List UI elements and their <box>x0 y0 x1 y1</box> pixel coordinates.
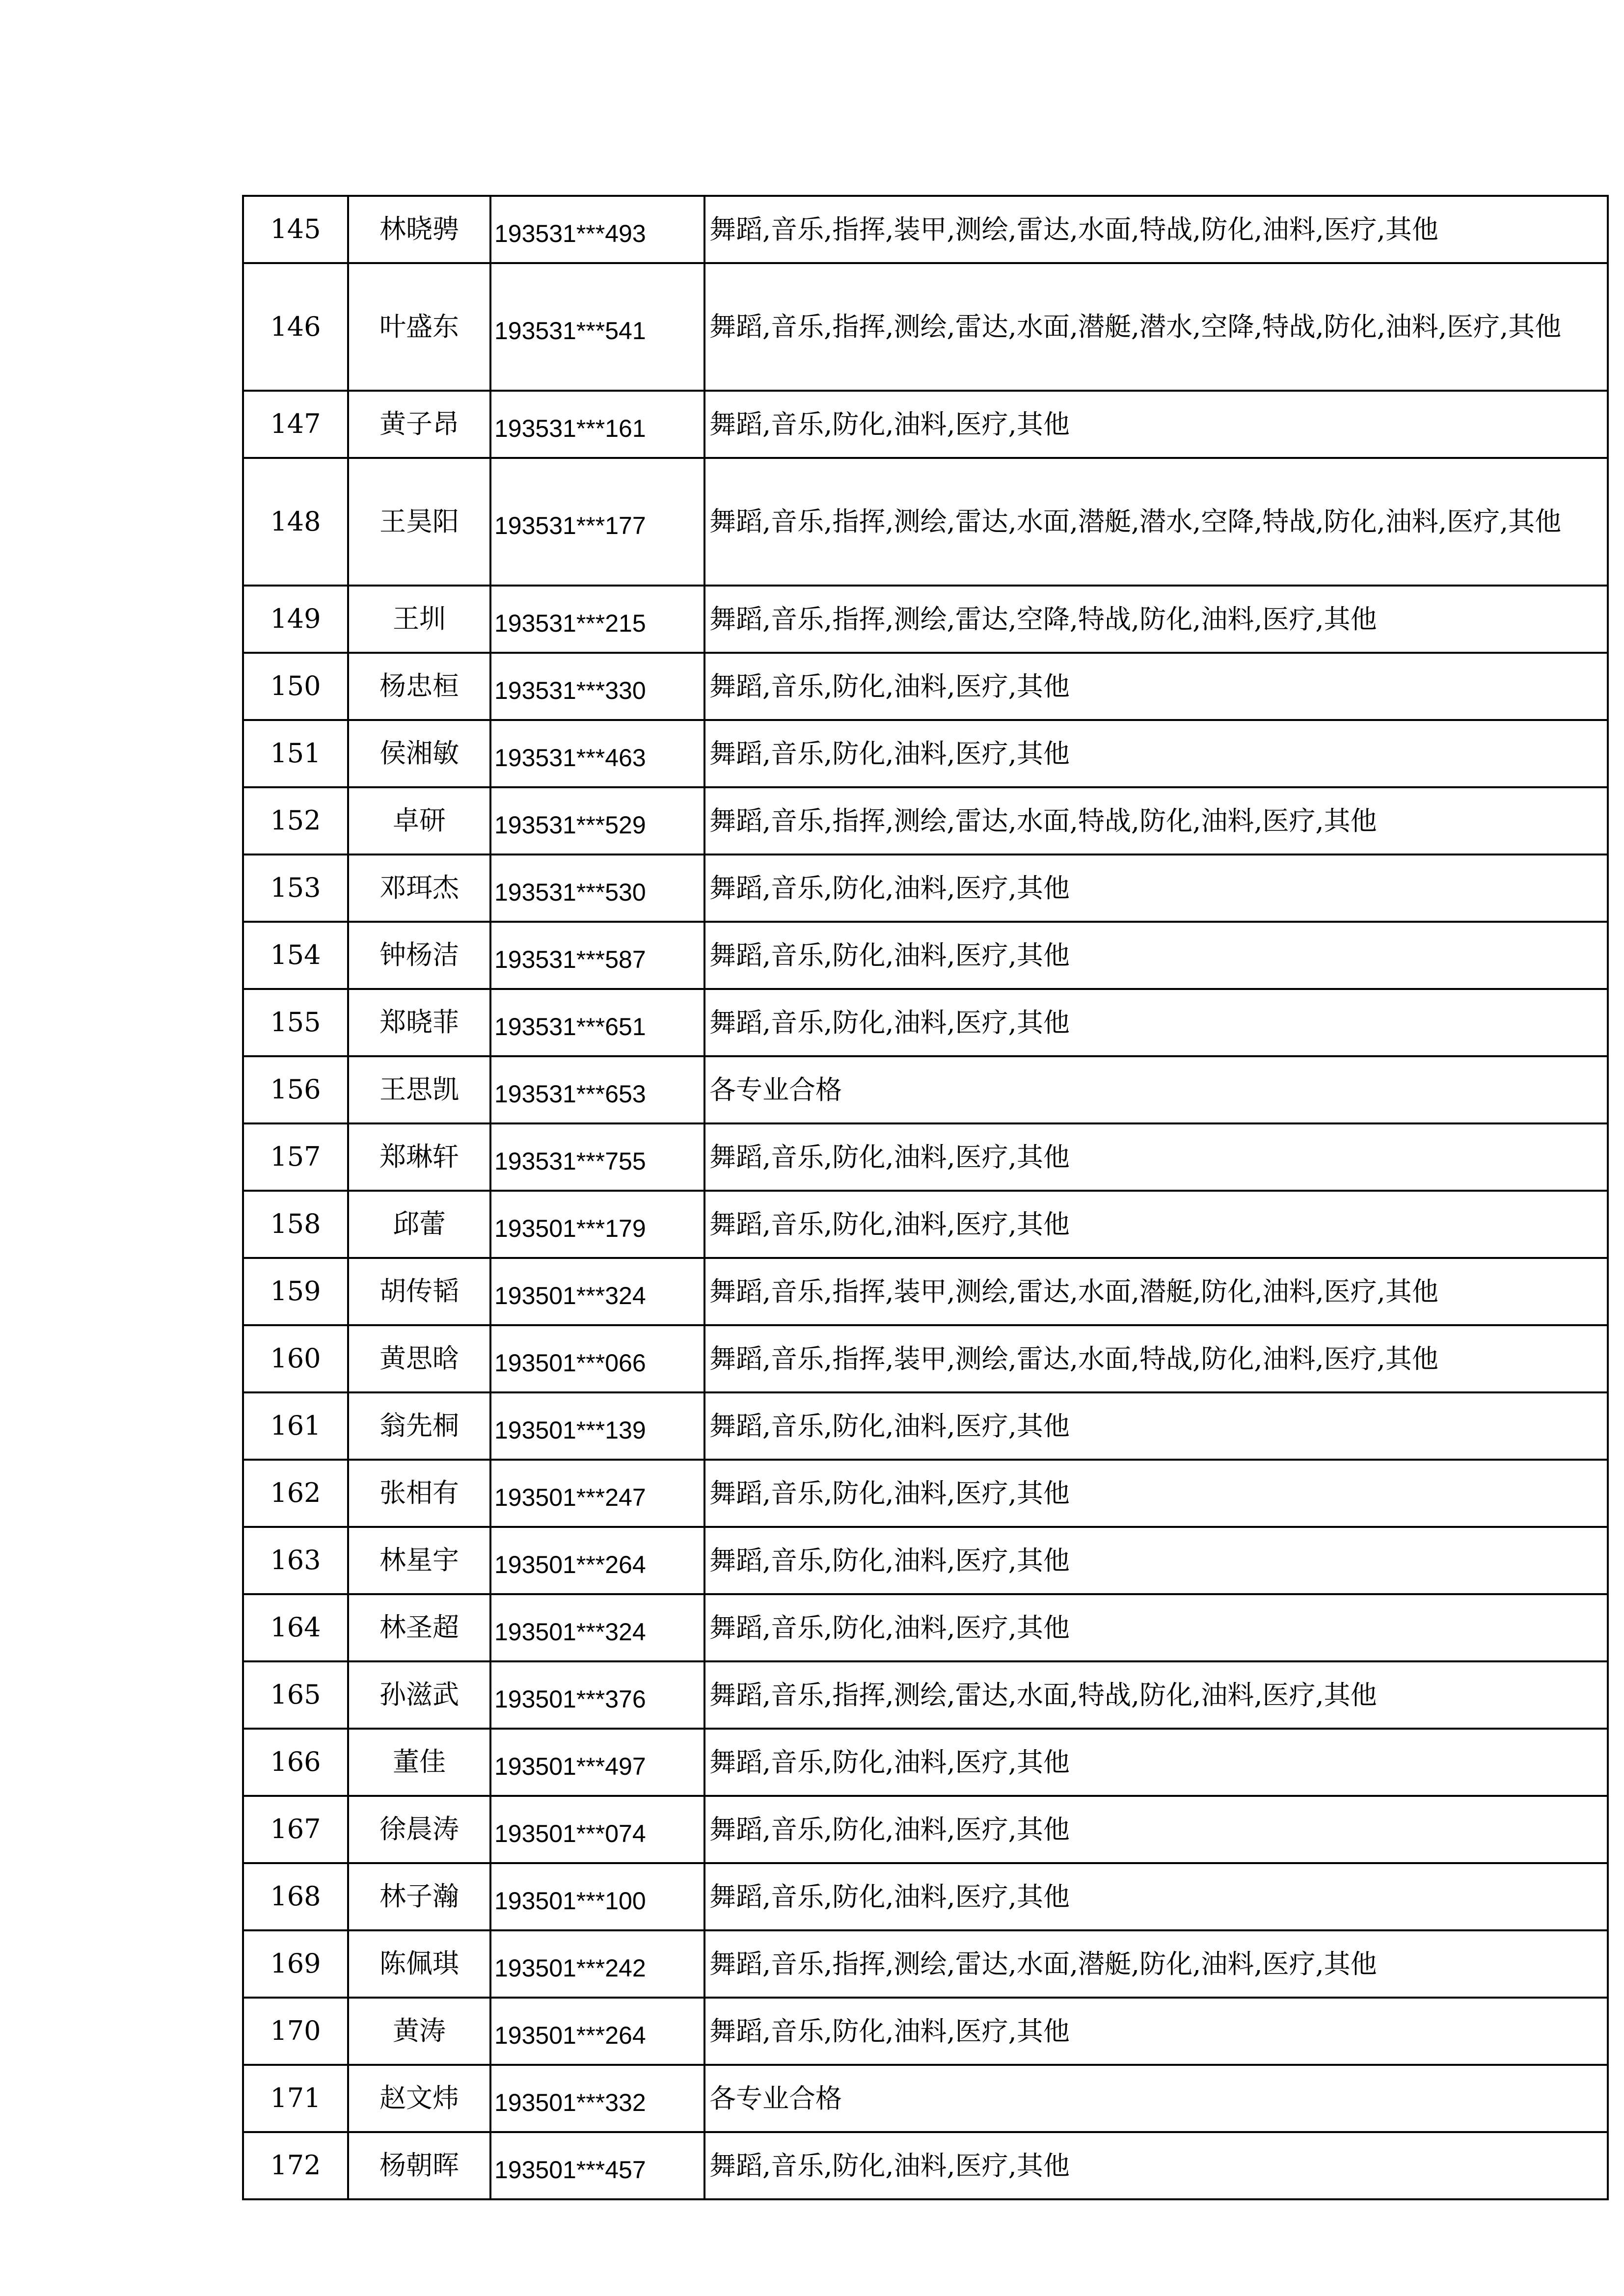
table-row <box>243 1460 1608 1527</box>
id-number: 193531***493 <box>490 196 704 263</box>
qualified-specialties: 舞蹈,音乐,防化,油料,医疗,其他 <box>704 1392 1608 1460</box>
id-number: 193531***651 <box>490 989 704 1056</box>
id-number: 193501***074 <box>490 1796 704 1863</box>
table-row <box>243 263 1608 391</box>
table-row <box>243 653 1608 720</box>
row-number: 146 <box>243 263 348 391</box>
qualified-specialties: 舞蹈,音乐,指挥,测绘,雷达,水面,特战,防化,油料,医疗,其他 <box>704 787 1608 854</box>
table-row <box>243 1594 1608 1661</box>
person-name: 卓研 <box>348 787 490 854</box>
person-name: 徐晨涛 <box>348 1796 490 1863</box>
row-number: 172 <box>243 2132 348 2199</box>
row-number: 170 <box>243 1998 348 2065</box>
person-name: 邱蕾 <box>348 1191 490 1258</box>
id-number: 193501***179 <box>490 1191 704 1258</box>
table-row <box>243 391 1608 458</box>
row-number: 160 <box>243 1325 348 1392</box>
qualified-specialties: 各专业合格 <box>704 2065 1608 2132</box>
id-number: 193501***497 <box>490 1729 704 1796</box>
row-number: 169 <box>243 1930 348 1998</box>
person-name: 林星宇 <box>348 1527 490 1594</box>
table-row <box>243 1661 1608 1729</box>
table-row <box>243 787 1608 854</box>
qualified-specialties: 舞蹈,音乐,指挥,测绘,雷达,空降,特战,防化,油料,医疗,其他 <box>704 586 1608 653</box>
qualified-specialties: 舞蹈,音乐,防化,油料,医疗,其他 <box>704 854 1608 922</box>
person-name: 张相有 <box>348 1460 490 1527</box>
person-name: 陈佩琪 <box>348 1930 490 1998</box>
row-number: 164 <box>243 1594 348 1661</box>
qualified-specialties: 舞蹈,音乐,防化,油料,医疗,其他 <box>704 1796 1608 1863</box>
row-number: 161 <box>243 1392 348 1460</box>
qualified-specialties: 舞蹈,音乐,防化,油料,医疗,其他 <box>704 1729 1608 1796</box>
id-number: 193531***215 <box>490 586 704 653</box>
row-number: 156 <box>243 1056 348 1123</box>
row-number: 154 <box>243 922 348 989</box>
table-row <box>243 1325 1608 1392</box>
id-number: 193501***457 <box>490 2132 704 2199</box>
row-number: 165 <box>243 1661 348 1729</box>
id-number: 193531***755 <box>490 1123 704 1191</box>
qualified-specialties: 舞蹈,音乐,防化,油料,医疗,其他 <box>704 391 1608 458</box>
row-number: 155 <box>243 989 348 1056</box>
qualified-specialties: 舞蹈,音乐,指挥,测绘,雷达,水面,潜艇,潜水,空降,特战,防化,油料,医疗,其他 <box>704 263 1608 391</box>
row-number: 168 <box>243 1863 348 1930</box>
row-number: 149 <box>243 586 348 653</box>
qualified-specialties: 舞蹈,音乐,防化,油料,医疗,其他 <box>704 2132 1608 2199</box>
qualified-specialties: 舞蹈,音乐,防化,油料,医疗,其他 <box>704 989 1608 1056</box>
id-number: 193501***324 <box>490 1594 704 1661</box>
row-number: 162 <box>243 1460 348 1527</box>
person-name: 林子瀚 <box>348 1863 490 1930</box>
id-number: 193531***177 <box>490 458 704 586</box>
table-row <box>243 1863 1608 1930</box>
results-table <box>242 195 1609 2200</box>
id-number: 193501***376 <box>490 1661 704 1729</box>
table-row <box>243 1930 1608 1998</box>
row-number: 148 <box>243 458 348 586</box>
person-name: 林圣超 <box>348 1594 490 1661</box>
table-row <box>243 854 1608 922</box>
table-row <box>243 1056 1608 1123</box>
qualified-specialties: 舞蹈,音乐,防化,油料,医疗,其他 <box>704 1998 1608 2065</box>
person-name: 赵文炜 <box>348 2065 490 2132</box>
table-row <box>243 1729 1608 1796</box>
row-number: 152 <box>243 787 348 854</box>
person-name: 董佳 <box>348 1729 490 1796</box>
id-number: 193501***264 <box>490 1998 704 2065</box>
row-number: 145 <box>243 196 348 263</box>
person-name: 胡传韬 <box>348 1258 490 1325</box>
qualified-specialties: 舞蹈,音乐,防化,油料,医疗,其他 <box>704 1527 1608 1594</box>
qualified-specialties: 舞蹈,音乐,防化,油料,医疗,其他 <box>704 1594 1608 1661</box>
person-name: 郑琳轩 <box>348 1123 490 1191</box>
table-row <box>243 586 1608 653</box>
table-row <box>243 922 1608 989</box>
person-name: 王圳 <box>348 586 490 653</box>
id-number: 193531***529 <box>490 787 704 854</box>
row-number: 166 <box>243 1729 348 1796</box>
person-name: 杨忠桓 <box>348 653 490 720</box>
id-number: 193501***066 <box>490 1325 704 1392</box>
qualified-specialties: 舞蹈,音乐,指挥,测绘,雷达,水面,潜艇,防化,油料,医疗,其他 <box>704 1930 1608 1998</box>
row-number: 150 <box>243 653 348 720</box>
id-number: 193531***330 <box>490 653 704 720</box>
id-number: 193501***139 <box>490 1392 704 1460</box>
id-number: 193501***242 <box>490 1930 704 1998</box>
qualified-specialties: 舞蹈,音乐,防化,油料,医疗,其他 <box>704 1863 1608 1930</box>
qualified-specialties: 舞蹈,音乐,指挥,装甲,测绘,雷达,水面,特战,防化,油料,医疗,其他 <box>704 1325 1608 1392</box>
qualified-specialties: 舞蹈,音乐,防化,油料,医疗,其他 <box>704 1123 1608 1191</box>
table-row <box>243 196 1608 263</box>
person-name: 王昊阳 <box>348 458 490 586</box>
id-number: 193501***332 <box>490 2065 704 2132</box>
id-number: 193501***324 <box>490 1258 704 1325</box>
id-number: 193531***653 <box>490 1056 704 1123</box>
person-name: 林晓骋 <box>348 196 490 263</box>
id-number: 193501***247 <box>490 1460 704 1527</box>
id-number: 193501***264 <box>490 1527 704 1594</box>
id-number: 193501***100 <box>490 1863 704 1930</box>
qualified-specialties: 舞蹈,音乐,指挥,装甲,测绘,雷达,水面,潜艇,防化,油料,医疗,其他 <box>704 1258 1608 1325</box>
table-row <box>243 1796 1608 1863</box>
row-number: 153 <box>243 854 348 922</box>
row-number: 171 <box>243 2065 348 2132</box>
person-name: 黄涛 <box>348 1998 490 2065</box>
row-number: 158 <box>243 1191 348 1258</box>
id-number: 193531***161 <box>490 391 704 458</box>
qualified-specialties: 舞蹈,音乐,防化,油料,医疗,其他 <box>704 720 1608 787</box>
table-row <box>243 1191 1608 1258</box>
person-name: 郑晓菲 <box>348 989 490 1056</box>
qualified-specialties: 各专业合格 <box>704 1056 1608 1123</box>
person-name: 黄子昂 <box>348 391 490 458</box>
person-name: 王思凯 <box>348 1056 490 1123</box>
row-number: 157 <box>243 1123 348 1191</box>
table-row <box>243 458 1608 586</box>
person-name: 杨朝晖 <box>348 2132 490 2199</box>
table-row <box>243 2065 1608 2132</box>
qualified-specialties: 舞蹈,音乐,防化,油料,医疗,其他 <box>704 922 1608 989</box>
id-number: 193531***541 <box>490 263 704 391</box>
row-number: 159 <box>243 1258 348 1325</box>
qualified-specialties: 舞蹈,音乐,防化,油料,医疗,其他 <box>704 1191 1608 1258</box>
table-row <box>243 1998 1608 2065</box>
table-row <box>243 1527 1608 1594</box>
person-name: 孙滋武 <box>348 1661 490 1729</box>
id-number: 193531***530 <box>490 854 704 922</box>
table-row <box>243 989 1608 1056</box>
table-row <box>243 1392 1608 1460</box>
id-number: 193531***587 <box>490 922 704 989</box>
table-row <box>243 2132 1608 2199</box>
qualified-specialties: 舞蹈,音乐,指挥,测绘,雷达,水面,特战,防化,油料,医疗,其他 <box>704 1661 1608 1729</box>
row-number: 151 <box>243 720 348 787</box>
id-number: 193531***463 <box>490 720 704 787</box>
row-number: 167 <box>243 1796 348 1863</box>
person-name: 邓珥杰 <box>348 854 490 922</box>
qualified-specialties: 舞蹈,音乐,防化,油料,医疗,其他 <box>704 1460 1608 1527</box>
qualified-specialties: 舞蹈,音乐,指挥,测绘,雷达,水面,潜艇,潜水,空降,特战,防化,油料,医疗,其他 <box>704 458 1608 586</box>
results-table-body <box>243 196 1608 2199</box>
person-name: 钟杨洁 <box>348 922 490 989</box>
table-row <box>243 720 1608 787</box>
person-name: 黄思晗 <box>348 1325 490 1392</box>
row-number: 163 <box>243 1527 348 1594</box>
person-name: 侯湘敏 <box>348 720 490 787</box>
table-row <box>243 1258 1608 1325</box>
person-name: 翁先桐 <box>348 1392 490 1460</box>
qualified-specialties: 舞蹈,音乐,防化,油料,医疗,其他 <box>704 653 1608 720</box>
qualified-specialties: 舞蹈,音乐,指挥,装甲,测绘,雷达,水面,特战,防化,油料,医疗,其他 <box>704 196 1608 263</box>
table-row <box>243 1123 1608 1191</box>
row-number: 147 <box>243 391 348 458</box>
person-name: 叶盛东 <box>348 263 490 391</box>
